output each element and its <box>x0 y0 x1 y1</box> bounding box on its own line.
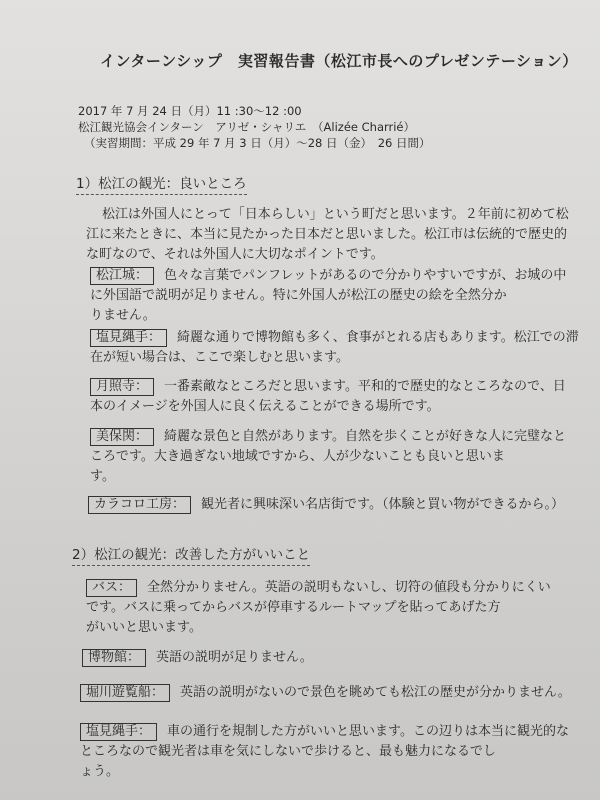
author-line: 松江観光協会インターン アリゼ・シャリエ （Alizée Charrié） <box>78 120 416 134</box>
intro-line: な町なので、それは外国人に大切なポイントです。 <box>86 247 384 262</box>
item-label: 塩見縄手： <box>80 723 157 741</box>
item-label: 塩見縄手： <box>90 329 167 347</box>
section2-heading <box>72 543 310 566</box>
item-line: 英語の説明が足りません。 <box>156 650 313 665</box>
item-line: 色々な言葉でパンフレットがあるので分かりやすいですが、お城の中 <box>164 268 567 283</box>
item-matsue-castle <box>90 266 590 326</box>
item-line: に外国語で説明が足りません。特に外国人が松江の歴史の絵を全然分か <box>90 288 507 303</box>
item-museum <box>82 648 582 668</box>
item-bus <box>86 578 586 638</box>
item-line: 車の通行を規制した方がいいと思います。この辺りは本当に観光的な <box>167 724 569 739</box>
item-line: です。バスに乗ってからバスが停車するルートマップを貼ってあげた方 <box>86 600 501 615</box>
item-karakoro-kobo <box>88 495 588 515</box>
section1-intro <box>86 205 586 265</box>
item-label: バス： <box>86 579 137 597</box>
item-line: ょう。 <box>80 764 120 779</box>
item-label: 博物館： <box>82 649 146 667</box>
item-line: 観光者に興味深い名店街です。（体験と買い物ができるから。） <box>201 497 564 512</box>
section1-heading <box>76 172 247 195</box>
item-line: 綺麗な景色と自然があります。自然を歩くことが好きな人に完璧なと <box>164 429 566 444</box>
item-line: 綺麗な通りで博物館も多く、食事がとれる店もあります。松江での滞 <box>177 330 579 345</box>
intro-line: 江に来たときに、本当に見たかった日本だと思いました。松江市は伝統的で歴史的 <box>86 227 568 242</box>
item-line: 一番素敵なところだと思います。平和的で歴史的なところなので、日 <box>164 379 566 394</box>
item-line: ころです。大き過ぎない地域ですから、人が少ないことも良いと思いま <box>90 449 505 464</box>
section2-underline <box>72 565 310 566</box>
item-line: ところなので観光者は車を気にしないで歩けると、最も魅力になるでし <box>80 744 496 759</box>
item-gesshoji <box>90 377 590 417</box>
item-line: 全然分かりません。英語の説明もないし、切符の値段も分かりにくい <box>147 580 551 595</box>
item-horikawa-boat <box>80 683 580 703</box>
item-label: 松江城： <box>90 267 154 285</box>
section2-heading-text: 2）松江の観光：改善した方がいいこと <box>72 547 311 563</box>
period-line: （実習期間：平成 29 年 7 月 3 日（月）～28 日（金） 26 日間） <box>84 136 431 150</box>
item-line: がいいと思います。 <box>86 620 202 635</box>
intro-line: 松江は外国人にとって「日本らしい」という町だと思います。２年前に初めて松 <box>102 207 569 222</box>
item-line: 英語の説明がないので景色を眺めても松江の歴史が分かりません。 <box>180 685 571 700</box>
item-label: 月照寺： <box>90 378 154 396</box>
item-line: 在が短い場合は、ここで楽しむと思います。 <box>90 350 349 365</box>
item-label: カラコロ工房： <box>88 496 191 514</box>
item-shiomi-nawate <box>90 328 590 368</box>
document-title: インターンシップ 実習報告書（松江市長へのプレゼンテーション） <box>100 52 578 70</box>
item-line: 本のイメージを外国人に良く伝えることができる場所です。 <box>90 399 440 414</box>
item-label: 堀川遊覧船： <box>80 684 170 702</box>
section1-heading-text: 1）松江の観光：良いところ <box>76 176 247 192</box>
date-line: 2017 年 7 月 24 日（月）11 :30～12 :00 <box>78 104 302 118</box>
item-shiomi-nawate-improve <box>80 722 580 782</box>
item-line: す。 <box>90 469 115 484</box>
item-label: 美保関： <box>90 428 154 446</box>
section1-underline <box>76 194 247 195</box>
item-mihonoseki <box>90 427 590 487</box>
item-line: りません。 <box>90 308 156 323</box>
